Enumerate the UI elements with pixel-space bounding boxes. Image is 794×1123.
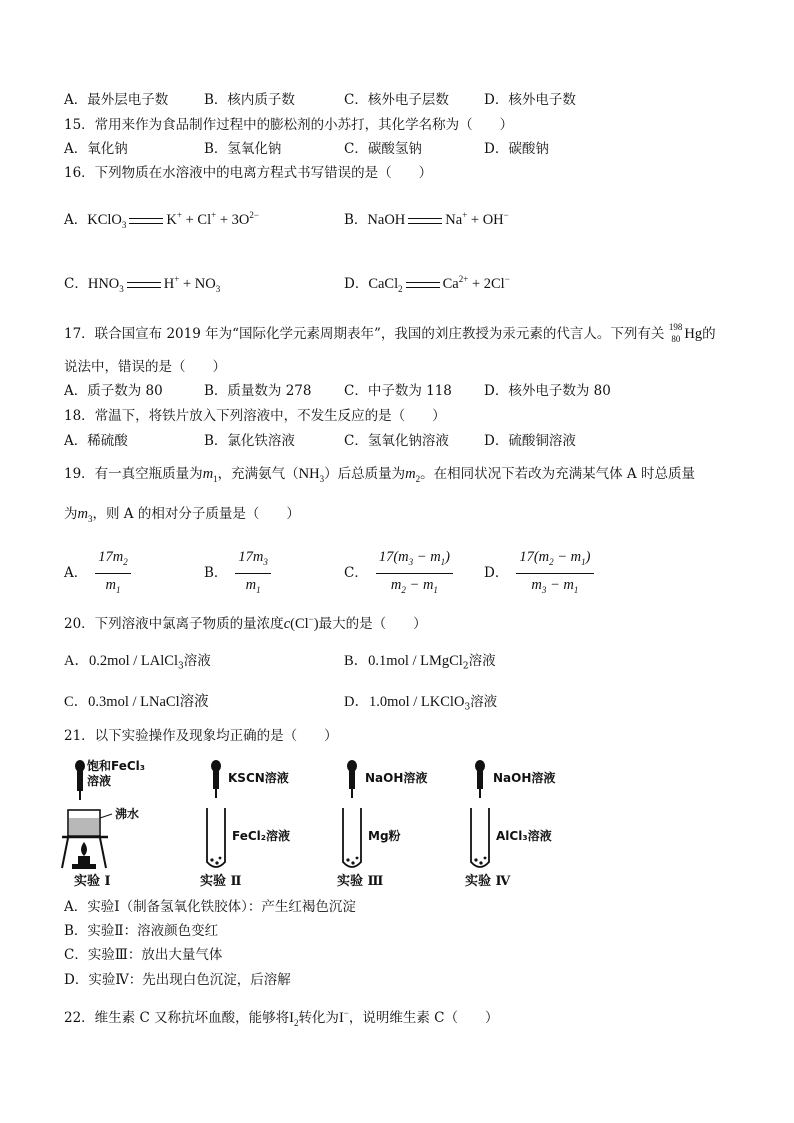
figure-label-alcl3: AlCl₃溶液 [496,829,552,843]
experiment-2-apparatus [207,760,225,867]
figure-label-naoh-3: NaOH溶液 [365,771,428,785]
q15-stem: 15．常用来作为食品制作过程中的膨松剂的小苏打，其化学名称为（ ） [64,117,514,133]
experiment-4-apparatus [471,760,489,867]
atomic-number: 80 [671,334,681,344]
iodine-formula: $I_2$ [289,1009,299,1028]
q14-option-b: B．核内质子数 [204,92,295,108]
q14-option-a: A．最外层电子数 [64,92,169,108]
iodide-ion: I− [338,1008,349,1026]
equation-a: KClO$_3$ $K^+ + Cl^+ + 3O^{2-}$ [87,210,259,230]
q19-option-d [484,548,594,599]
fraction-b: $\frac{17m_3}{m_1}$ [235,548,270,599]
q16-option-b [344,206,509,229]
q17-stem-text: 17．联合国宣布 2019 年为“国际化学元素周期表年”，我国的刘庄教授为汞元素的代言人。下列有关 [64,326,665,342]
q20-option-b: B．0.1mol / LMgCl$_2$溶液 [344,653,496,672]
q21-option-d: D．实验Ⅳ：先出现白色沉淀，后溶解 [64,972,291,988]
q22-stem-text: 22．维生素 C 又称抗坏血酸，能够将 [64,1009,290,1026]
fraction-c: $\frac{17(m_3 - m_1)}{m_2 - m_1}$ [376,548,453,599]
q20-stem [64,610,427,633]
q17-stem-line2: 说法中，错误的是（ ） [64,359,226,375]
q22-stem [64,1004,498,1032]
q20-option-c: C．0.3mol / LNaCl溶液 [64,694,209,710]
q19-stem-text: 19．有一真空瓶质量为 [64,466,203,482]
q19-stem: 19．有一真空瓶质量为$m_1$，充满氨气$(NH_3)$后总质量为$m_2$。在相同状况下若改为充满某气体 A 时总质量 [64,466,695,484]
option-label: A． [64,211,88,228]
q18-option-c: C．氢氧化钠溶液 [344,433,449,449]
option-label: C． [344,564,368,581]
isotope-notation [664,322,684,344]
q17-stem [64,324,716,343]
q19-option-b [204,548,271,599]
option-label: D． [344,275,369,292]
experiment-figure [60,758,580,888]
figure-label-boiling-water: 沸水 [115,807,140,821]
q20-stem-tail: 最大的是（ ） [318,615,427,632]
figure-label-mg-powder: Mg粉 [368,829,401,843]
mass-number: 198 [668,322,683,332]
equation-b: NaOH Na+ + OH− [367,210,509,228]
q17-option-d: D．核外电子数为 80 [484,383,611,399]
fraction-a: $\frac{17m_2}{m_1}$ [95,548,130,599]
option-label: B． [344,211,368,228]
q21-option-b: B．实验Ⅱ：溶液颜色变红 [64,923,219,939]
q19-option-c [344,548,453,599]
option-label: A． [64,564,88,581]
q18-stem: 18．常温下，将铁片放入下列溶液中，不发生反应的是（ ） [64,408,446,424]
equation-d: CaCl$_2$ $Ca^{2+} + 2Cl^-$ [368,274,510,294]
q19-stem-text-2: ，充满氨气（ [217,466,299,482]
option-label: C． [64,275,88,292]
fraction-d: $\frac{17(m_2 - m_1)}{m_3 - m_1}$ [516,548,593,599]
q19-option-a [64,548,131,599]
caption-exp-3: 实验 Ⅲ [337,874,384,888]
option-label: B． [204,564,228,581]
equation-c: $HNO_3$ $H^+ + NO_3$ [87,274,221,294]
q16-stem: 16．下列物质在水溶液中的电离方程式书写错误的是（ ） [64,165,433,181]
chloride-concentration: c(Cl−) [283,614,319,632]
caption-exp-4: 实验 Ⅳ [465,874,511,888]
q15-option-a: A．氧化钠 [64,141,128,157]
q16-option-a [64,206,259,234]
q17-option-a: A．质子数为 80 [64,383,163,399]
caption-exp-1: 实验 Ⅰ [74,874,111,888]
q22-stem-text-2: 转化为 [298,1009,339,1026]
q17-option-c: C．中子数为 118 [344,383,452,399]
q16-option-c [64,270,220,298]
q20-option-a: A．0.2mol / LAlCl$_3$溶液 [64,653,211,672]
q18-option-d: D．硫酸铜溶液 [484,433,576,449]
q18-option-a: A．稀硫酸 [64,433,128,449]
q21-option-a: A．实验Ⅰ（制备氢氧化铁胶体）：产生红褐色沉淀 [64,899,356,915]
figure-label-naoh-4: NaOH溶液 [493,771,556,785]
q22-stem-tail: ，说明维生素 C（ ） [348,1009,499,1026]
q18-option-b: B．氯化铁溶液 [204,433,295,449]
q19-stem-line2: 为$m_3$，则 A 的相对分子质量是（ ） [64,506,300,524]
caption-exp-2: 实验 Ⅱ [200,874,242,888]
q14-option-d: D．核外电子数 [484,92,576,108]
q20-stem-text: 20．下列溶液中氯离子物质的量浓度 [64,615,284,632]
q21-stem: 21．以下实验操作及现象均正确的是（ ） [64,728,338,744]
figure-label-sat-fecl3: 饱和FeCl₃ [87,759,146,773]
q15-option-b: B．氢氧化钠 [204,141,282,157]
q17-option-b: B．质量数为 278 [204,383,312,399]
q19-stem-text-3: ）后总质量为 [324,466,406,482]
figure-label-fecl2: FeCl₂溶液 [232,829,291,843]
experiment-3-apparatus [343,760,361,867]
q20-option-d: D．1.0mol / LKClO$_3$溶液 [344,694,498,713]
figure-label-kscn: KSCN溶液 [228,771,289,785]
q17-stem-tail: 的 [702,326,716,342]
q19-stem-text-4: 。在相同状况下若改为充满某气体 A 时总质量 [420,466,695,482]
q19-line2-text-2: ，则 A 的相对分子质量是（ ） [92,506,300,522]
figure-label-solution: 溶液 [87,774,112,788]
q19-line2-text: 为 [64,506,78,522]
element-symbol: Hg [684,326,703,342]
q14-option-c: C．核外电子层数 [344,92,449,108]
q16-option-d [344,270,510,298]
q15-option-c: C．碳酸氢钠 [344,141,422,157]
q15-option-d: D．碳酸钠 [484,141,549,157]
q21-option-c: C．实验Ⅲ：放出大量气体 [64,947,223,963]
option-label: D． [484,564,509,581]
